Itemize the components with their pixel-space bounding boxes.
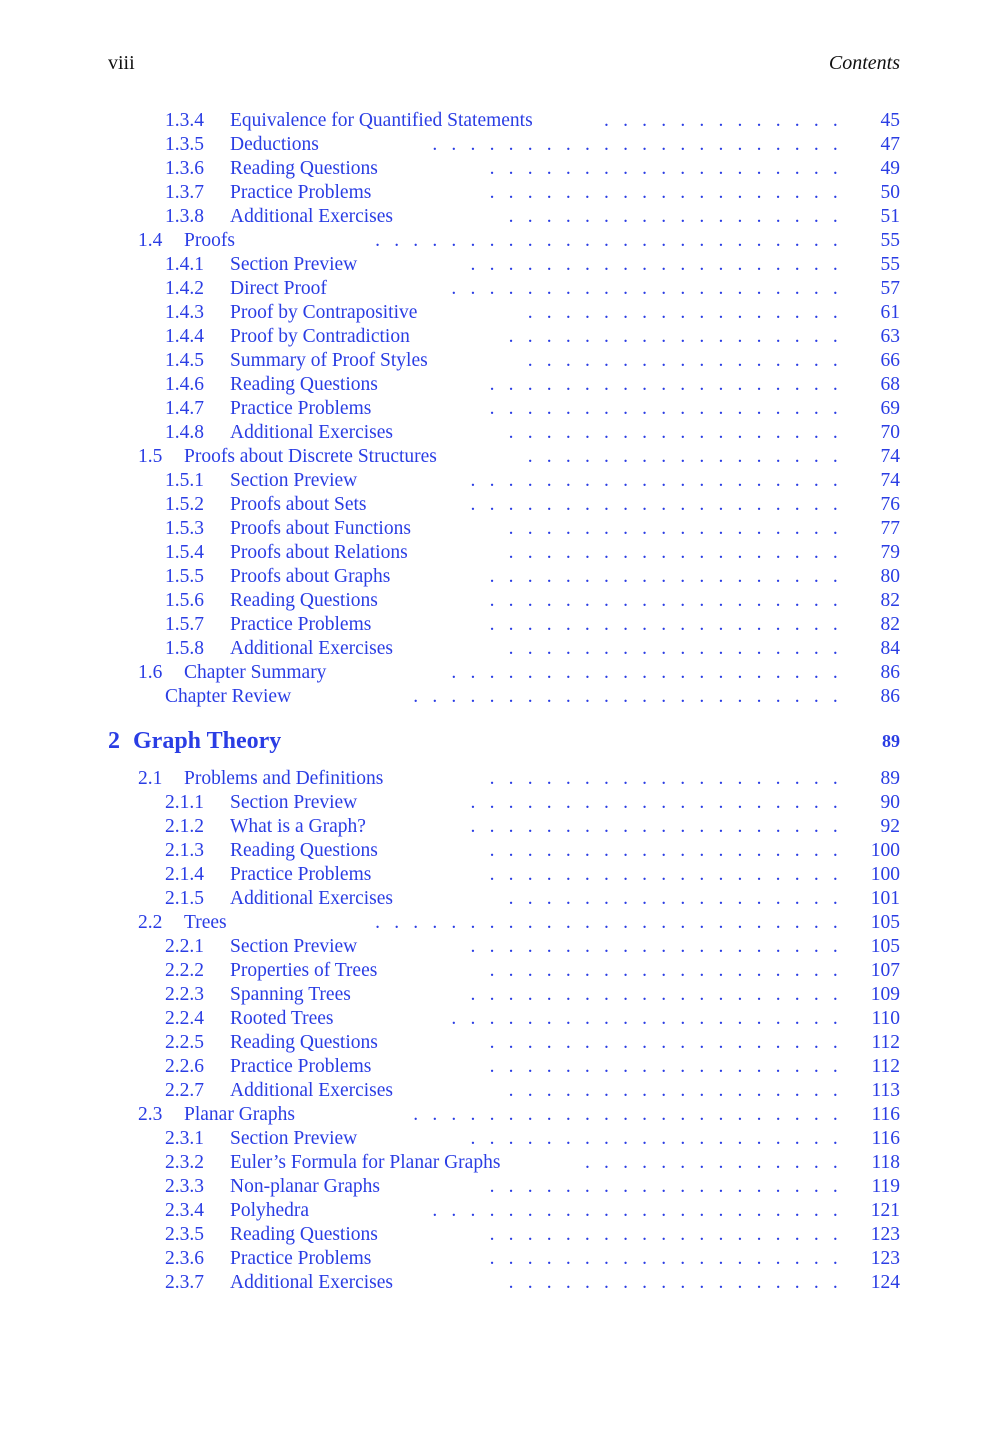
entry-title: Practice Problems <box>230 614 372 635</box>
dot-leader: ......................... <box>375 230 852 251</box>
dot-leader: ................... <box>489 1056 852 1077</box>
entry-title: Non-planar Graphs <box>230 1176 380 1197</box>
entry-page-number: 70 <box>880 422 900 443</box>
toc-subsection-entry[interactable] <box>108 421 900 445</box>
toc-subsection-entry[interactable] <box>108 1151 900 1175</box>
entry-number: 1.3.6 <box>165 158 204 179</box>
entry-page-number: 50 <box>880 182 900 203</box>
entry-number: 1.3.8 <box>165 206 204 227</box>
entry-title: Proofs about Relations <box>230 542 408 563</box>
entry-page-number: 77 <box>880 518 900 539</box>
running-title: Contents <box>828 52 900 74</box>
dot-leader: .................. <box>508 888 852 909</box>
toc-subsection-entry[interactable] <box>108 1031 900 1055</box>
dot-leader: ................. <box>527 350 852 371</box>
dot-leader: ...................... <box>432 1200 852 1221</box>
entry-title: Deductions <box>230 134 319 155</box>
dot-leader: ................... <box>489 374 852 395</box>
entry-title: Chapter Summary <box>184 662 327 683</box>
entry-page-number: 74 <box>880 470 900 491</box>
entry-title: Reading Questions <box>230 158 378 179</box>
entry-number: 2.2.5 <box>165 1032 204 1053</box>
toc-section-entry[interactable] <box>108 661 900 685</box>
dot-leader: ................... <box>489 590 852 611</box>
entry-title: Additional Exercises <box>230 1272 393 1293</box>
entry-title: Additional Exercises <box>230 1080 393 1101</box>
toc-subsection-entry[interactable] <box>108 791 900 815</box>
entry-page-number: 55 <box>880 230 900 251</box>
entry-number: 1.4.2 <box>165 278 204 299</box>
toc-subsection-entry[interactable] <box>108 157 900 181</box>
entry-number: 2.1.4 <box>165 864 204 885</box>
entry-number: 2.1.2 <box>165 816 204 837</box>
entry-title: Reading Questions <box>230 1032 378 1053</box>
entry-title: Direct Proof <box>230 278 327 299</box>
entry-number: 1.4.1 <box>165 254 204 275</box>
dot-leader: ............. <box>604 110 852 131</box>
entry-page-number: 89 <box>880 768 900 789</box>
entry-number: 2.2.2 <box>165 960 204 981</box>
entry-title: Practice Problems <box>230 864 372 885</box>
entry-page-number: 68 <box>880 374 900 395</box>
toc-part-chapter-2 <box>108 767 900 1295</box>
toc-subsection-entry[interactable] <box>108 349 900 373</box>
entry-number: 2.2.3 <box>165 984 204 1005</box>
entry-page-number: 112 <box>871 1032 900 1053</box>
entry-number: 1.3.5 <box>165 134 204 155</box>
toc-subsection-entry[interactable] <box>108 1271 900 1295</box>
entry-number: 1.3.4 <box>165 110 204 131</box>
toc-subsection-entry[interactable] <box>108 1055 900 1079</box>
dot-leader: ................... <box>489 960 852 981</box>
entry-number: 2.2.4 <box>165 1008 204 1029</box>
toc-section-entry[interactable] <box>108 1103 900 1127</box>
dot-leader: ................... <box>489 768 852 789</box>
dot-leader: ......................... <box>375 912 852 933</box>
toc-subsection-entry[interactable] <box>108 397 900 421</box>
toc-section-entry[interactable] <box>108 229 900 253</box>
toc-subsection-entry[interactable] <box>108 541 900 565</box>
entry-number: 2.2.6 <box>165 1056 204 1077</box>
dot-leader: ................. <box>527 446 852 467</box>
entry-page-number: 119 <box>871 1176 900 1197</box>
entry-number: 1.4.3 <box>165 302 204 323</box>
entry-number: 2.2.1 <box>165 936 204 957</box>
entry-page-number: 61 <box>880 302 900 323</box>
entry-title: Additional Exercises <box>230 888 393 909</box>
entry-number: 2.3.6 <box>165 1248 204 1269</box>
entry-title: Properties of Trees <box>230 960 378 981</box>
toc-subsection-entry[interactable] <box>108 205 900 229</box>
entry-page-number: 100 <box>870 864 900 885</box>
toc-subsection-entry[interactable] <box>108 1079 900 1103</box>
entry-page-number: 84 <box>880 638 900 659</box>
dot-leader: .................. <box>508 1272 852 1293</box>
dot-leader: ................... <box>489 158 852 179</box>
toc-subsection-entry[interactable] <box>108 1199 900 1223</box>
toc-section-entry[interactable] <box>108 445 900 469</box>
entry-page-number: 123 <box>870 1248 900 1269</box>
dot-leader: ................... <box>489 398 852 419</box>
toc-section-entry[interactable] <box>108 767 900 791</box>
toc-subsection-entry[interactable] <box>108 1127 900 1151</box>
dot-leader: ................... <box>489 182 852 203</box>
toc-subsection-entry[interactable] <box>108 181 900 205</box>
entry-page-number: 100 <box>870 840 900 861</box>
entry-number: 1.5.3 <box>165 518 204 539</box>
entry-title: Additional Exercises <box>230 422 393 443</box>
entry-number: 1.4 <box>138 230 163 251</box>
entry-number: 2.3.1 <box>165 1128 204 1149</box>
entry-title: Reading Questions <box>230 590 378 611</box>
dot-leader: .............. <box>584 1152 852 1173</box>
entry-number: 1.5.2 <box>165 494 204 515</box>
dot-leader: ................... <box>489 1224 852 1245</box>
entry-page-number: 92 <box>880 816 900 837</box>
dot-leader: .................... <box>470 792 852 813</box>
toc-chapter-heading[interactable] <box>108 723 900 759</box>
dot-leader: ..................... <box>451 278 852 299</box>
dot-leader: .................... <box>470 494 852 515</box>
toc-subsection-entry[interactable] <box>108 983 900 1007</box>
entry-number: 2.3.2 <box>165 1152 204 1173</box>
toc-subsection-entry[interactable] <box>108 935 900 959</box>
chapter-title: Graph Theory <box>133 728 282 754</box>
entry-page-number: 116 <box>871 1104 900 1125</box>
table-of-contents <box>108 109 900 1295</box>
entry-title: Proofs about Sets <box>230 494 367 515</box>
entry-page-number: 101 <box>870 888 900 909</box>
dot-leader: .................... <box>470 1128 852 1149</box>
entry-page-number: 49 <box>880 158 900 179</box>
entry-page-number: 105 <box>870 912 900 933</box>
entry-number: 2.1.1 <box>165 792 204 813</box>
dot-leader: ................... <box>489 864 852 885</box>
entry-page-number: 74 <box>880 446 900 467</box>
entry-page-number: 112 <box>871 1056 900 1077</box>
entry-page-number: 69 <box>880 398 900 419</box>
dot-leader: ...................... <box>432 134 852 155</box>
dot-leader: ..................... <box>451 1008 852 1029</box>
entry-title: Euler’s Formula for Planar Graphs <box>230 1152 501 1173</box>
entry-page-number: 82 <box>880 590 900 611</box>
entry-number: 2.2.7 <box>165 1080 204 1101</box>
toc-subsection-entry[interactable] <box>108 493 900 517</box>
entry-page-number: 105 <box>870 936 900 957</box>
entry-title: Proofs about Functions <box>230 518 411 539</box>
toc-subsection-entry[interactable] <box>108 301 900 325</box>
chapter-number: 2 <box>108 728 120 754</box>
dot-leader: .................... <box>470 984 852 1005</box>
entry-page-number: 63 <box>880 326 900 347</box>
entry-title: What is a Graph? <box>230 816 366 837</box>
entry-title: Planar Graphs <box>184 1104 296 1125</box>
toc-subsection-entry[interactable] <box>108 863 900 887</box>
entry-page-number: 86 <box>880 662 900 683</box>
dot-leader: .................. <box>508 542 852 563</box>
running-header <box>108 52 900 80</box>
toc-subsection-entry[interactable] <box>108 277 900 301</box>
entry-page-number: 109 <box>870 984 900 1005</box>
entry-number: 2.3.7 <box>165 1272 204 1293</box>
entry-page-number: 45 <box>880 110 900 131</box>
dot-leader: .................. <box>508 422 852 443</box>
toc-subsection-entry[interactable] <box>108 1175 900 1199</box>
entry-number: 2.1 <box>138 768 163 789</box>
dot-leader: .................... <box>470 470 852 491</box>
entry-title: Summary of Proof Styles <box>230 350 428 371</box>
toc-subsection-entry[interactable] <box>108 613 900 637</box>
toc-subsection-entry[interactable] <box>108 1223 900 1247</box>
entry-page-number: 107 <box>870 960 900 981</box>
toc-subsection-entry[interactable] <box>108 959 900 983</box>
dot-leader: ................. <box>527 302 852 323</box>
entry-number: 2.3 <box>138 1104 163 1125</box>
entry-page-number: 90 <box>880 792 900 813</box>
entry-title: Section Preview <box>230 254 358 275</box>
entry-number: 1.5.8 <box>165 638 204 659</box>
entry-title: Practice Problems <box>230 182 372 203</box>
entry-title: Practice Problems <box>230 1056 372 1077</box>
toc-subsection-entry[interactable] <box>108 1007 900 1031</box>
entry-page-number: 110 <box>871 1008 900 1029</box>
entry-number: 1.4.8 <box>165 422 204 443</box>
entry-page-number: 124 <box>870 1272 900 1293</box>
dot-leader: ....................... <box>413 686 852 707</box>
dot-leader: ................... <box>489 840 852 861</box>
entry-title: Proofs about Graphs <box>230 566 391 587</box>
chapter-page: 89 <box>882 731 900 751</box>
toc-subsection-entry[interactable] <box>108 839 900 863</box>
entry-title: Proofs about Discrete Structures <box>184 446 437 467</box>
toc-subsection-entry[interactable] <box>108 325 900 349</box>
dot-leader: ..................... <box>451 662 852 683</box>
page-number: viii <box>108 52 135 74</box>
entry-title: Polyhedra <box>230 1200 310 1221</box>
toc-section-entry[interactable] <box>108 911 900 935</box>
entry-title: Practice Problems <box>230 1248 372 1269</box>
toc-subsection-entry[interactable] <box>108 589 900 613</box>
entry-title: Section Preview <box>230 470 358 491</box>
toc-subsection-entry[interactable] <box>108 373 900 397</box>
entry-number: 1.4.5 <box>165 350 204 371</box>
dot-leader: ................... <box>489 614 852 635</box>
dot-leader: ................... <box>489 1032 852 1053</box>
entry-number: 1.5.5 <box>165 566 204 587</box>
entry-title: Additional Exercises <box>230 206 393 227</box>
entry-title: Section Preview <box>230 1128 358 1149</box>
dot-leader: .................. <box>508 206 852 227</box>
entry-title: Spanning Trees <box>230 984 351 1005</box>
entry-page-number: 47 <box>880 134 900 155</box>
entry-number: 1.4.7 <box>165 398 204 419</box>
entry-page-number: 118 <box>871 1152 900 1173</box>
toc-subsection-entry[interactable] <box>108 109 900 133</box>
entry-number: 2.1.3 <box>165 840 204 861</box>
dot-leader: ................... <box>489 566 852 587</box>
entry-title: Problems and Definitions <box>184 768 384 789</box>
entry-title: Reading Questions <box>230 840 378 861</box>
entry-title: Equivalence for Quantified Statements <box>230 110 533 131</box>
entry-number: 1.3.7 <box>165 182 204 203</box>
entry-title: Chapter Review <box>165 686 292 707</box>
toc-entry[interactable] <box>108 685 900 709</box>
entry-number: 1.5.7 <box>165 614 204 635</box>
dot-leader: .................. <box>508 326 852 347</box>
entry-number: 2.3.4 <box>165 1200 204 1221</box>
dot-leader: ................... <box>489 1248 852 1269</box>
dot-leader: ................... <box>489 1176 852 1197</box>
entry-page-number: 51 <box>880 206 900 227</box>
toc-subsection-entry[interactable] <box>108 815 900 839</box>
entry-page-number: 86 <box>880 686 900 707</box>
toc-subsection-entry[interactable] <box>108 469 900 493</box>
toc-subsection-entry[interactable] <box>108 637 900 661</box>
entry-number: 1.4.6 <box>165 374 204 395</box>
entry-number: 1.6 <box>138 662 163 683</box>
entry-page-number: 121 <box>870 1200 900 1221</box>
entry-page-number: 113 <box>871 1080 900 1101</box>
entry-title: Practice Problems <box>230 398 372 419</box>
entry-page-number: 80 <box>880 566 900 587</box>
toc-subsection-entry[interactable] <box>108 133 900 157</box>
entry-title: Section Preview <box>230 936 358 957</box>
entry-page-number: 55 <box>880 254 900 275</box>
entry-page-number: 76 <box>880 494 900 515</box>
entry-title: Proof by Contrapositive <box>230 302 418 323</box>
dot-leader: .................... <box>470 254 852 275</box>
entry-page-number: 116 <box>871 1128 900 1149</box>
entry-number: 1.5.1 <box>165 470 204 491</box>
entry-title: Reading Questions <box>230 374 378 395</box>
dot-leader: ....................... <box>413 1104 852 1125</box>
toc-subsection-entry[interactable] <box>108 1247 900 1271</box>
entry-title: Reading Questions <box>230 1224 378 1245</box>
entry-title: Trees <box>184 912 227 933</box>
entry-number: 1.5.4 <box>165 542 204 563</box>
toc-subsection-entry[interactable] <box>108 253 900 277</box>
entry-title: Rooted Trees <box>230 1008 334 1029</box>
entry-number: 1.5 <box>138 446 163 467</box>
entry-title: Proofs <box>184 230 235 251</box>
entry-page-number: 82 <box>880 614 900 635</box>
toc-subsection-entry[interactable] <box>108 517 900 541</box>
toc-part-chapter-1 <box>108 109 900 709</box>
dot-leader: .................. <box>508 638 852 659</box>
dot-leader: .................... <box>470 936 852 957</box>
entry-title: Additional Exercises <box>230 638 393 659</box>
entry-title: Section Preview <box>230 792 358 813</box>
toc-subsection-entry[interactable] <box>108 887 900 911</box>
toc-subsection-entry[interactable] <box>108 565 900 589</box>
entry-number: 2.3.5 <box>165 1224 204 1245</box>
entry-number: 2.3.3 <box>165 1176 204 1197</box>
entry-page-number: 66 <box>880 350 900 371</box>
dot-leader: .................. <box>508 1080 852 1101</box>
entry-title: Proof by Contradiction <box>230 326 410 347</box>
entry-number: 1.5.6 <box>165 590 204 611</box>
dot-leader: .................. <box>508 518 852 539</box>
entry-number: 1.4.4 <box>165 326 204 347</box>
entry-page-number: 123 <box>870 1224 900 1245</box>
entry-page-number: 79 <box>880 542 900 563</box>
dot-leader: .................... <box>470 816 852 837</box>
entry-number: 2.1.5 <box>165 888 204 909</box>
entry-page-number: 57 <box>880 278 900 299</box>
entry-number: 2.2 <box>138 912 163 933</box>
